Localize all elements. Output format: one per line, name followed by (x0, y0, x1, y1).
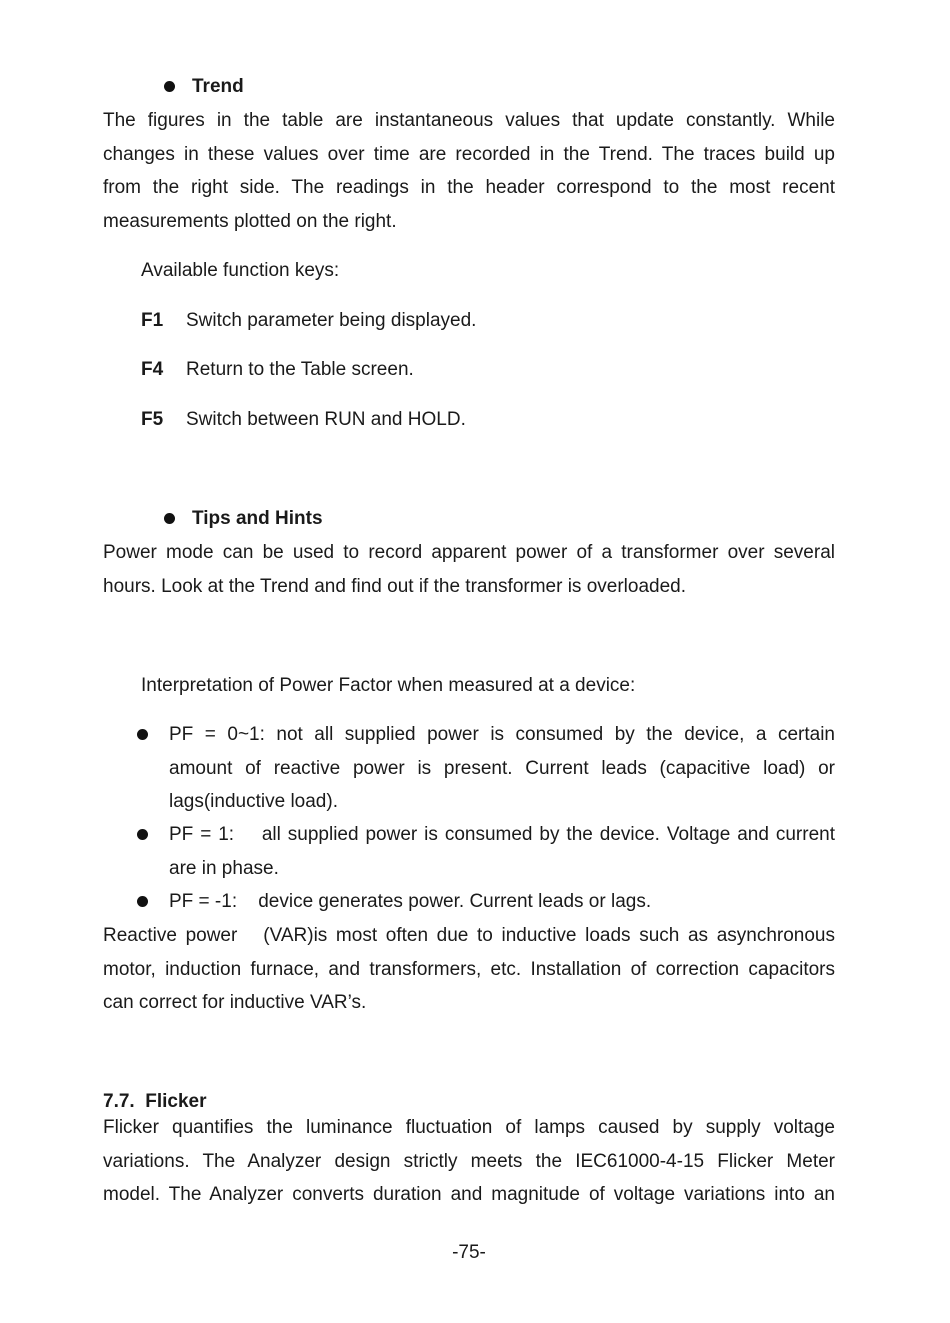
function-key-f1: F1 (141, 310, 164, 331)
pf-bullet (169, 885, 835, 919)
bullet-line: PF = 0~1: not all supplied power is consumed by the device, a certain (169, 724, 835, 745)
bullet-icon (164, 81, 175, 92)
bullet-line: amount of reactive power is present. Current leads (capacitive load) or (169, 757, 835, 779)
paragraph-line: hours. Look at the Trend and find out if the transformer is overloaded. (103, 575, 687, 597)
paragraph-line: can correct for inductive VAR’s. (103, 992, 367, 1013)
pf-intro: Interpretation of Power Factor when measured at a device: (141, 675, 636, 696)
page-number: -75- (452, 1242, 486, 1263)
bullet-icon (137, 729, 148, 740)
reactive-power-paragraph (103, 919, 835, 1020)
bullet-icon (137, 829, 148, 840)
paragraph-line: The figures in the table are instantaneous values that update constantly. While (103, 110, 835, 131)
paragraph-line: Flicker quantifies the luminance fluctuation of lamps caused by supply voltage (103, 1117, 835, 1138)
paragraph-line: measurements plotted on the right. (103, 210, 397, 232)
bullet-icon (137, 896, 148, 907)
bullet-line: are in phase. (169, 857, 279, 879)
function-key-f4-description: Return to the Table screen. (186, 359, 414, 380)
flicker-paragraph (103, 1111, 835, 1212)
function-key-f4: F4 (141, 359, 164, 380)
paragraph-line: changes in these values over time are recorded in the Trend. The traces build up (103, 143, 835, 165)
paragraph-line: Power mode can be used to record apparent power of a transformer over several (103, 542, 835, 563)
pf-bullet (169, 818, 835, 885)
bullet-line: lags(inductive load). (169, 791, 338, 812)
paragraph-line: model. The Analyzer converts duration and magnitude of voltage variations into an (103, 1184, 835, 1205)
pf-bullet (169, 718, 835, 819)
paragraph-line: motor, induction furnace, and transformers, etc. Installation of correction capacitors (103, 958, 835, 980)
bullet-line: PF = 1: all supplied power is consumed by the device. Voltage and current (169, 824, 835, 845)
bullet-line: PF = -1: device generates power. Current leads or lags. (169, 891, 652, 912)
function-keys-intro: Available function keys: (141, 260, 340, 281)
tips-paragraph (103, 536, 835, 603)
trend-paragraph (103, 104, 835, 238)
bullet-icon (164, 513, 175, 524)
flicker-heading: 7.7. Flicker (103, 1091, 207, 1112)
function-key-f5-description: Switch between RUN and HOLD. (186, 409, 466, 430)
paragraph-line: Reactive power (VAR)is most often due to inductive loads such as asynchronous (103, 925, 835, 946)
paragraph-line: variations. The Analyzer design strictly meets the IEC61000-4-15 Flicker Meter (103, 1150, 835, 1172)
function-key-f1-description: Switch parameter being displayed. (186, 310, 477, 331)
paragraph-line: from the right side. The readings in the header correspond to the most recent (103, 177, 835, 198)
tips-heading: Tips and Hints (192, 508, 323, 529)
function-key-f5: F5 (141, 409, 164, 430)
trend-heading: Trend (192, 76, 244, 97)
